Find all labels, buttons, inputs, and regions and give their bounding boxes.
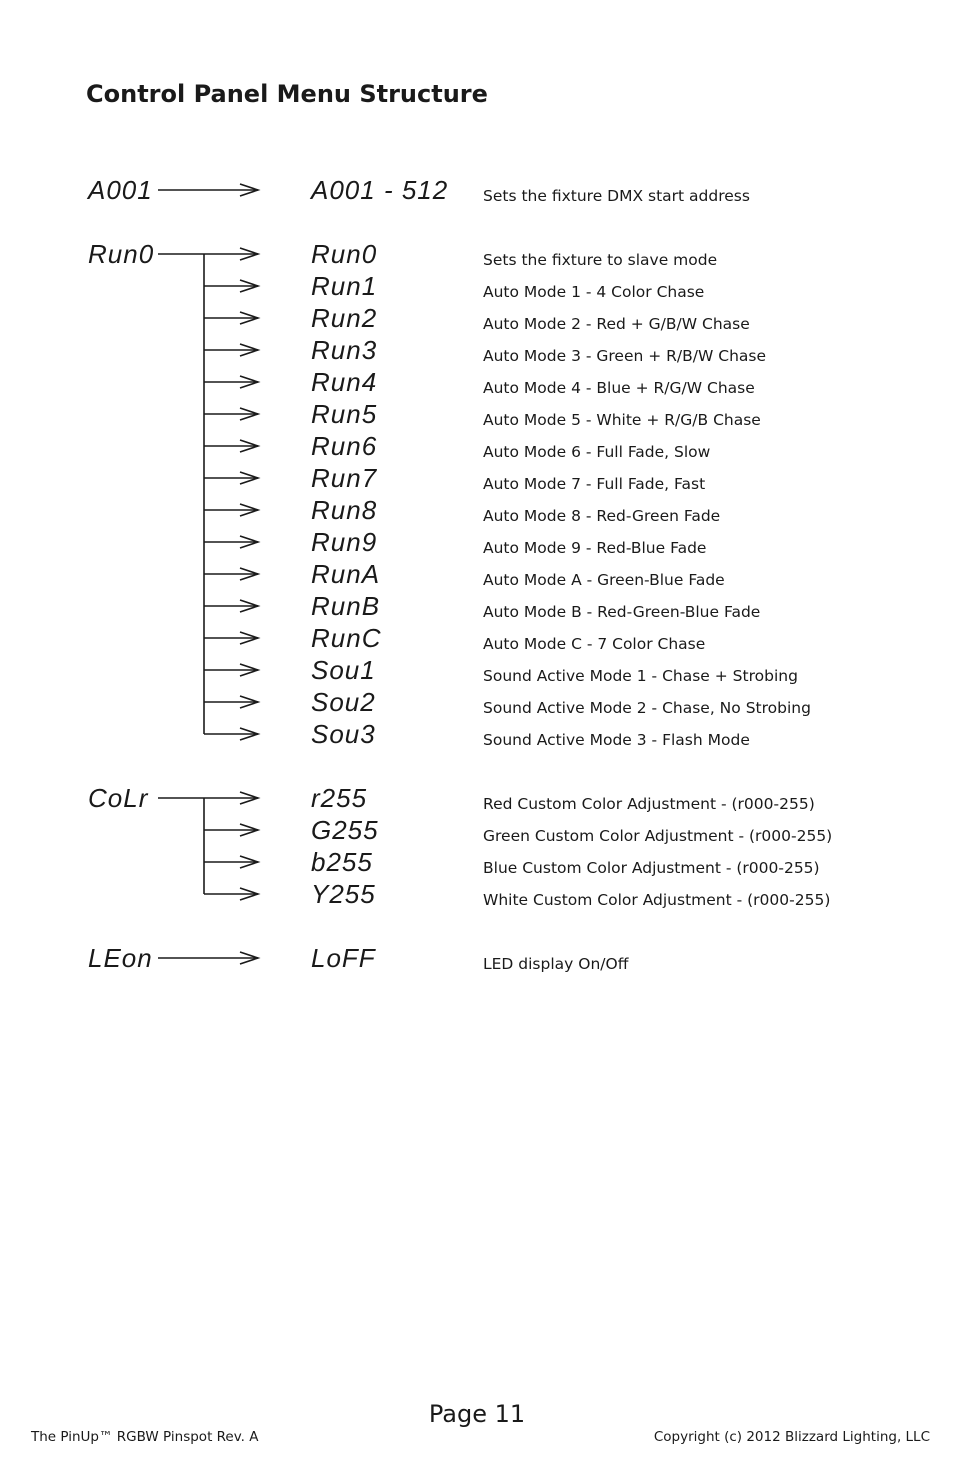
page-number: Page 11 — [428, 1400, 526, 1428]
menu-item-description: LED display On/Off — [483, 955, 629, 973]
menu-item-description: Sets the fixture DMX start address — [483, 187, 750, 205]
menu-item-description: Sets the fixture to slave mode — [483, 251, 718, 269]
menu-root-label: A001 — [88, 175, 153, 205]
menu-item-description: Auto Mode 5 - White + R/G/B Chase — [483, 411, 761, 429]
menu-item-description: Sound Active Mode 3 - Flash Mode — [483, 731, 750, 749]
menu-item-description: Auto Mode 2 - Red + G/B/W Chase — [483, 315, 750, 333]
menu-display-value: Run2 — [311, 303, 378, 333]
menu-item-description: Blue Custom Color Adjustment - (r000-255) — [483, 859, 820, 877]
menu-display-value: RunC — [311, 623, 382, 653]
menu-display-value: A001 - 512 — [311, 175, 449, 205]
menu-display-value: Y255 — [311, 879, 376, 909]
menu-display-value: Run0 — [311, 239, 378, 269]
menu-item-description: Auto Mode 6 - Full Fade, Slow — [483, 443, 711, 461]
menu-item-description: Auto Mode 4 - Blue + R/G/W Chase — [483, 379, 755, 397]
menu-item-description: Auto Mode 3 - Green + R/B/W Chase — [483, 347, 767, 365]
menu-item-description: White Custom Color Adjustment - (r000-255) — [483, 891, 831, 909]
page-title: Control Panel Menu Structure — [86, 80, 488, 108]
menu-root-label: CoLr — [88, 783, 149, 813]
menu-display-value: Run8 — [311, 495, 378, 525]
menu-item-description: Auto Mode B - Red-Green-Blue Fade — [483, 603, 761, 621]
menu-item-description: Red Custom Color Adjustment - (r000-255) — [483, 795, 815, 813]
menu-display-value: LoFF — [311, 943, 376, 973]
menu-display-value: RunB — [311, 591, 381, 621]
menu-display-value: Run6 — [311, 431, 378, 461]
menu-display-value: G255 — [311, 815, 379, 845]
menu-display-value: Sou1 — [311, 655, 376, 685]
menu-display-value: b255 — [311, 847, 373, 877]
menu-item-description: Auto Mode 1 - 4 Color Chase — [483, 283, 705, 301]
menu-item-description: Auto Mode A - Green-Blue Fade — [483, 571, 725, 589]
menu-display-value: Run3 — [311, 335, 378, 365]
menu-root-label: Run0 — [88, 239, 155, 269]
menu-display-value: Sou2 — [311, 687, 376, 717]
menu-item-description: Auto Mode 8 - Red-Green Fade — [483, 507, 721, 525]
menu-display-value: RunA — [311, 559, 381, 589]
menu-display-value: Run7 — [311, 463, 378, 493]
menu-display-value: Run4 — [311, 367, 378, 397]
menu-root-label: LEon — [88, 943, 153, 973]
footer-product-name: The PinUp™ RGBW Pinspot Rev. A — [31, 1429, 259, 1445]
menu-item-description: Auto Mode 9 - Red-Blue Fade — [483, 539, 707, 557]
footer-copyright: Copyright (c) 2012 Blizzard Lighting, LLC — [653, 1429, 930, 1445]
menu-display-value: r255 — [311, 783, 368, 813]
menu-item-description: Sound Active Mode 1 - Chase + Strobing — [483, 667, 798, 685]
menu-display-value: Run1 — [311, 271, 378, 301]
menu-item-description: Auto Mode 7 - Full Fade, Fast — [483, 475, 706, 493]
menu-display-value: Sou3 — [311, 719, 376, 749]
menu-display-value: Run5 — [311, 399, 378, 429]
menu-display-value: Run9 — [311, 527, 378, 557]
menu-item-description: Sound Active Mode 2 - Chase, No Strobing — [483, 699, 811, 717]
menu-item-description: Green Custom Color Adjustment - (r000-255) — [483, 827, 833, 845]
menu-item-description: Auto Mode C - 7 Color Chase — [483, 635, 706, 653]
